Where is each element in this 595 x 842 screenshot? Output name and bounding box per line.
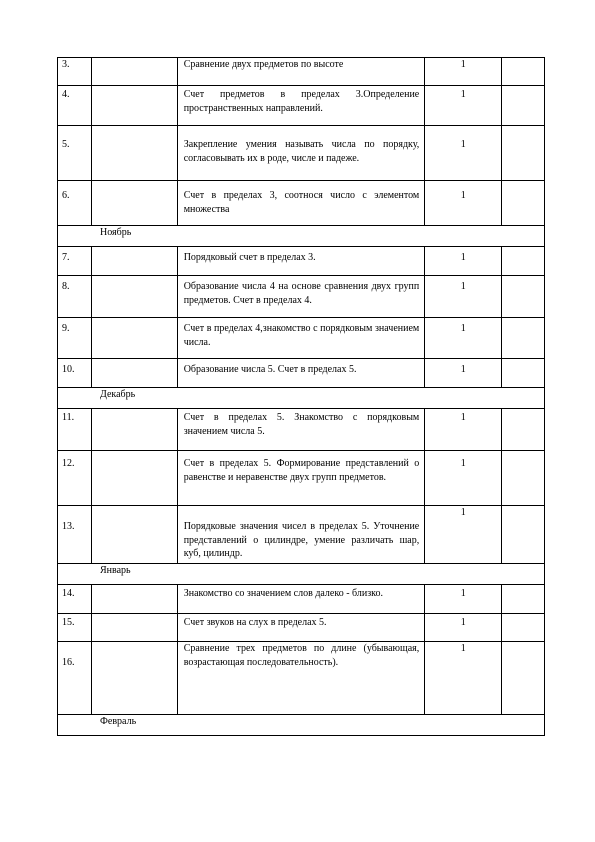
table-row	[58, 451, 545, 506]
hours-value: 1	[460, 190, 466, 201]
row-number: 12.	[62, 458, 75, 469]
date-cell	[92, 451, 177, 506]
lesson-topic: Счет в пределах 3, соотнося число с элементом множества	[183, 190, 420, 215]
topic-cell	[177, 86, 425, 126]
month-cell	[58, 388, 545, 409]
row-number: 14.	[62, 588, 75, 599]
month-row	[58, 388, 545, 409]
table-row	[58, 247, 545, 276]
hours-value: 1	[460, 59, 466, 70]
topic-cell	[177, 247, 425, 276]
notes-cell	[502, 247, 545, 276]
hours-cell	[425, 409, 502, 451]
topic-cell	[177, 276, 425, 318]
hours-value: 1	[460, 139, 466, 150]
notes-cell	[502, 451, 545, 506]
month-row	[58, 226, 545, 247]
row-number: 7.	[62, 252, 70, 263]
row-number-cell	[58, 642, 92, 715]
hours-value: 1	[460, 364, 466, 375]
topic-cell	[177, 181, 425, 226]
table-row	[58, 318, 545, 359]
date-cell	[92, 181, 177, 226]
notes-cell	[502, 359, 545, 388]
lesson-topic: Образование числа 4 на основе сравнения двух групп предметов. Счет в пределах 4.	[183, 281, 420, 306]
lesson-topic: Счет в пределах 4,знакомство с порядковым значением числа.	[183, 323, 420, 348]
lesson-topic: Счет предметов в пределах 3.Определение пространственных направлений.	[183, 89, 420, 114]
hours-cell	[425, 247, 502, 276]
hours-cell	[425, 585, 502, 614]
date-cell	[92, 58, 177, 86]
hours-value: 1	[460, 588, 466, 599]
hours-cell	[425, 86, 502, 126]
month-cell	[58, 715, 545, 736]
row-number: 6.	[62, 190, 70, 201]
date-cell	[92, 359, 177, 388]
hours-cell	[425, 451, 502, 506]
date-cell	[92, 409, 177, 451]
table-row	[58, 409, 545, 451]
lesson-topic: Счет в пределах 5. Знакомство с порядковым значением числа 5.	[183, 412, 420, 437]
hours-value: 1	[460, 281, 466, 292]
date-cell	[92, 276, 177, 318]
table-row	[58, 506, 545, 564]
row-number-cell	[58, 276, 92, 318]
row-number-cell	[58, 585, 92, 614]
date-cell	[92, 614, 177, 642]
date-cell	[92, 506, 177, 564]
row-number: 11.	[62, 412, 75, 423]
row-number-cell	[58, 247, 92, 276]
row-number: 10.	[62, 364, 75, 375]
hours-cell	[425, 181, 502, 226]
row-number-cell	[58, 126, 92, 181]
row-number: 15.	[62, 617, 75, 628]
month-label: Февраль	[100, 716, 137, 727]
month-cell	[58, 564, 545, 585]
notes-cell	[502, 58, 545, 86]
table-row	[58, 58, 545, 86]
lesson-plan-table	[57, 57, 545, 736]
topic-cell	[177, 359, 425, 388]
topic-cell	[177, 126, 425, 181]
table-row	[58, 585, 545, 614]
hours-value: 1	[460, 643, 466, 654]
table-row	[58, 614, 545, 642]
topic-cell	[177, 614, 425, 642]
hours-value: 1	[460, 252, 466, 263]
table-row	[58, 126, 545, 181]
row-number: 4.	[62, 89, 70, 100]
date-cell	[92, 318, 177, 359]
row-number-cell	[58, 359, 92, 388]
lesson-topic: Закрепление умения называть числа по порядку, согласовывать их в роде, числе и падеже.	[183, 139, 420, 164]
notes-cell	[502, 506, 545, 564]
lesson-topic: Знакомство со значением слов далеко - близко.	[183, 588, 384, 599]
hours-value: 1	[460, 617, 466, 628]
hours-cell	[425, 642, 502, 715]
notes-cell	[502, 318, 545, 359]
row-number-cell	[58, 451, 92, 506]
table-row	[58, 642, 545, 715]
notes-cell	[502, 409, 545, 451]
table-row	[58, 86, 545, 126]
date-cell	[92, 642, 177, 715]
row-number: 13.	[62, 521, 75, 532]
hours-value: 1	[460, 89, 466, 100]
topic-cell	[177, 506, 425, 564]
hours-value: 1	[460, 458, 466, 469]
table-row	[58, 359, 545, 388]
row-number-cell	[58, 58, 92, 86]
hours-cell	[425, 126, 502, 181]
lesson-topic: Сравнение трех предметов по длине (убывающая, возрастающая последовательность).	[183, 643, 420, 668]
hours-cell	[425, 614, 502, 642]
lesson-topic: Счет в пределах 5. Формирование представлений о равенстве и неравенстве двух групп предметов.	[183, 458, 420, 483]
topic-cell	[177, 585, 425, 614]
month-cell	[58, 226, 545, 247]
hours-value: 1	[460, 412, 466, 423]
notes-cell	[502, 614, 545, 642]
notes-cell	[502, 585, 545, 614]
hours-cell	[425, 506, 502, 564]
date-cell	[92, 585, 177, 614]
lesson-plan-body	[58, 58, 545, 736]
date-cell	[92, 126, 177, 181]
lesson-topic: Счет звуков на слух в пределах 5.	[183, 617, 327, 628]
month-label: Ноябрь	[100, 227, 132, 238]
row-number: 3.	[62, 59, 70, 70]
hours-cell	[425, 276, 502, 318]
notes-cell	[502, 642, 545, 715]
notes-cell	[502, 126, 545, 181]
row-number: 9.	[62, 323, 70, 334]
month-label: Январь	[100, 565, 131, 576]
date-cell	[92, 86, 177, 126]
notes-cell	[502, 181, 545, 226]
month-row	[58, 564, 545, 585]
lesson-topic: Образование числа 5. Счет в пределах 5.	[183, 364, 357, 375]
month-row	[58, 715, 545, 736]
hours-value: 1	[460, 507, 466, 518]
table-row	[58, 276, 545, 318]
notes-cell	[502, 86, 545, 126]
row-number-cell	[58, 86, 92, 126]
month-label: Декабрь	[100, 389, 136, 400]
row-number: 5.	[62, 139, 70, 150]
topic-cell	[177, 58, 425, 86]
table-row	[58, 181, 545, 226]
topic-cell	[177, 642, 425, 715]
row-number: 16.	[62, 657, 75, 668]
hours-cell	[425, 58, 502, 86]
lesson-topic: Порядковые значения чисел в пределах 5. Уточнение представлений о цилиндре, умение различать шар, куб, цилиндр.	[183, 521, 420, 559]
lesson-topic: Сравнение двух предметов по высоте	[183, 59, 344, 70]
date-cell	[92, 247, 177, 276]
topic-cell	[177, 451, 425, 506]
hours-cell	[425, 318, 502, 359]
topic-cell	[177, 318, 425, 359]
row-number-cell	[58, 409, 92, 451]
lesson-topic: Порядковый счет в пределах 3.	[183, 252, 316, 263]
hours-value: 1	[460, 323, 466, 334]
topic-cell	[177, 409, 425, 451]
notes-cell	[502, 276, 545, 318]
hours-cell	[425, 359, 502, 388]
row-number-cell	[58, 506, 92, 564]
row-number-cell	[58, 181, 92, 226]
row-number: 8.	[62, 281, 70, 292]
row-number-cell	[58, 318, 92, 359]
row-number-cell	[58, 614, 92, 642]
